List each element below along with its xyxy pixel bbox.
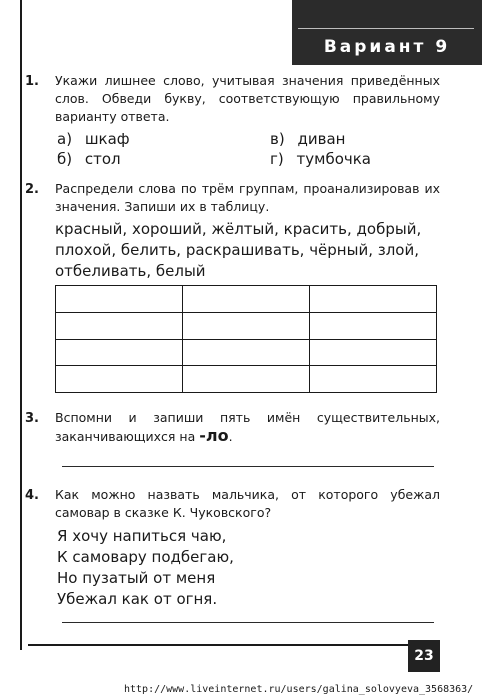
watermark-url: http://www.liveinternet.ru/users/galina_solovyeva_3568363/	[124, 684, 474, 695]
task3-answer-line[interactable]	[62, 466, 434, 467]
option-label: г)	[270, 150, 284, 168]
task4-text: Как можно назвать мальчика, от которого убежал самовар в сказке К. Чуковского?	[55, 487, 440, 520]
table-cell[interactable]	[310, 312, 437, 339]
table-cell[interactable]	[310, 286, 437, 313]
task1-option-g[interactable]	[270, 150, 371, 168]
answer-table[interactable]	[55, 285, 437, 393]
table-cell[interactable]	[310, 366, 437, 393]
option-label: в)	[270, 130, 285, 148]
header-divider	[298, 28, 474, 29]
task2-number: 2.	[25, 182, 39, 197]
task1-option-b[interactable]	[57, 150, 121, 168]
task4-poem	[57, 526, 234, 610]
table-cell[interactable]	[183, 366, 310, 393]
table-row	[56, 339, 437, 366]
task2-word-list: красный, хороший, жёлтый, красить, добрый, плохой, белить, раскрашивать, чёрный, злой, отбеливать, белый	[55, 220, 422, 280]
table-cell[interactable]	[183, 312, 310, 339]
task3-period: .	[228, 429, 233, 444]
task3-suffix: -ло	[199, 426, 229, 445]
poem-line: Убежал как от огня.	[57, 590, 218, 608]
table-row	[56, 286, 437, 313]
option-word: шкаф	[84, 130, 130, 148]
task4-number: 4.	[25, 488, 39, 503]
task1-number: 1.	[25, 74, 39, 89]
task1-text: Укажи лишнее слово, учитывая значения приведённых слов. Обведи букву, соответствующую правильному варианту ответа.	[55, 73, 440, 124]
task3-text	[55, 409, 440, 446]
option-word: диван	[297, 130, 346, 148]
poem-line: Но пузатый от меня	[57, 569, 216, 587]
bottom-rule	[28, 644, 408, 646]
variant-title: Вариант 9	[323, 37, 451, 57]
table-cell[interactable]	[310, 339, 437, 366]
table-cell[interactable]	[183, 286, 310, 313]
task3-prompt: Вспомни и запиши пять имён существительных, заканчивающихся на	[55, 410, 440, 444]
task1-option-v[interactable]	[270, 130, 345, 148]
poem-line: Я хочу напиться чаю,	[57, 527, 227, 545]
table-cell[interactable]	[183, 339, 310, 366]
task4-answer-line[interactable]	[62, 622, 434, 623]
task3-number: 3.	[25, 411, 39, 426]
option-label: б)	[57, 150, 73, 168]
left-frame-line	[20, 0, 22, 650]
variant-header	[292, 0, 482, 65]
option-label: а)	[57, 130, 73, 148]
table-cell[interactable]	[56, 312, 183, 339]
table-cell[interactable]	[56, 286, 183, 313]
table-cell[interactable]	[56, 339, 183, 366]
table-row	[56, 366, 437, 393]
option-word: стол	[84, 150, 121, 168]
poem-line: К самовару подбегаю,	[57, 548, 234, 566]
page-number: 23	[408, 640, 440, 672]
table-cell[interactable]	[56, 366, 183, 393]
option-word: тумбочка	[296, 150, 371, 168]
task1-option-a[interactable]	[57, 130, 130, 148]
table-row	[56, 312, 437, 339]
task2-text: Распредели слова по трём группам, проанализировав их значения. Запиши их в таблицу.	[55, 181, 440, 214]
